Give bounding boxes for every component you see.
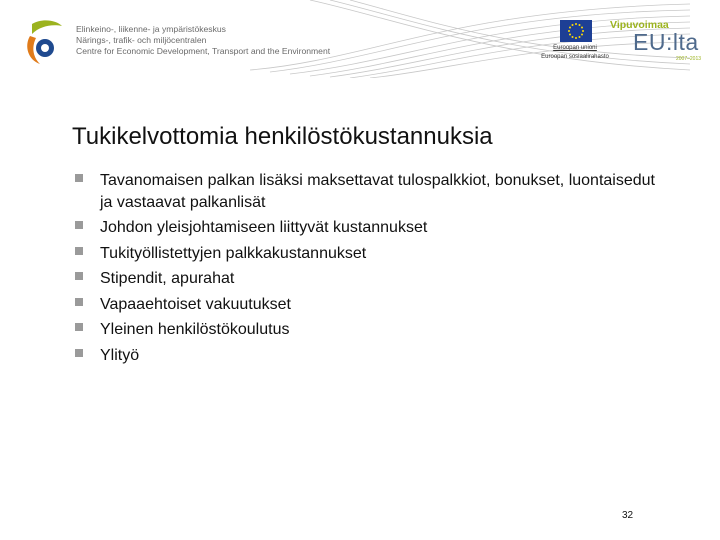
list-item-text: Yleinen henkilöstökoulutus [100, 321, 290, 338]
list-item [75, 168, 660, 215]
list-item-text: Stipendit, apurahat [100, 270, 235, 287]
bullet-square-icon [75, 247, 83, 255]
org-line-fi: Elinkeino-, liikenne- ja ympäristökeskus [76, 24, 226, 34]
bullet-square-icon [75, 272, 83, 280]
eu-flag-icon [560, 20, 592, 42]
list-item [75, 292, 660, 318]
list-item-text: Tukityöllistettyjen palkkakustannukset [100, 244, 367, 262]
esf-label: Euroopan sosiaalirahasto [541, 54, 609, 60]
list-item [75, 343, 660, 369]
list-item [75, 215, 660, 241]
bullet-square-icon [75, 349, 83, 357]
eu-union-label: Euroopan unioni [553, 45, 597, 51]
bullet-square-icon [75, 174, 83, 182]
program-years: 2007–2013 [676, 56, 702, 62]
slide-title: Tukikelvottomia henkilöstökustannuksia [72, 123, 493, 151]
bullet-square-icon [75, 298, 83, 306]
ely-centre-logo [22, 18, 68, 68]
decorative-ribbons [250, 0, 690, 78]
org-line-en: Centre for Economic Development, Transport and the Environment [76, 46, 331, 56]
bullet-list [75, 168, 660, 368]
program-brand-logo: EU:lta [633, 29, 699, 55]
list-item-text: Johdon yleisjohtamiseen liittyvät kustannukset [100, 219, 428, 236]
header [0, 0, 720, 80]
bullet-square-icon [75, 323, 83, 331]
list-item-text: Ylityö [100, 346, 140, 364]
list-item [75, 266, 660, 292]
bullet-square-icon [75, 221, 83, 229]
list-item [75, 241, 660, 267]
list-item-text: Tavanomaisen palkan lisäksi maksettavat tulospalkkiot, bonukset, luontaisedut ja vastaavat palkanlisät [100, 172, 655, 211]
eu-caption [520, 44, 630, 62]
program-name: Vipuvoimaa [610, 19, 669, 31]
org-line-sv: Närings-, trafik- och miljöcentralen [76, 35, 207, 45]
list-item [75, 317, 660, 343]
list-item-text: Vapaaehtoiset vakuutukset [100, 295, 291, 313]
page-number: 32 [622, 510, 634, 521]
